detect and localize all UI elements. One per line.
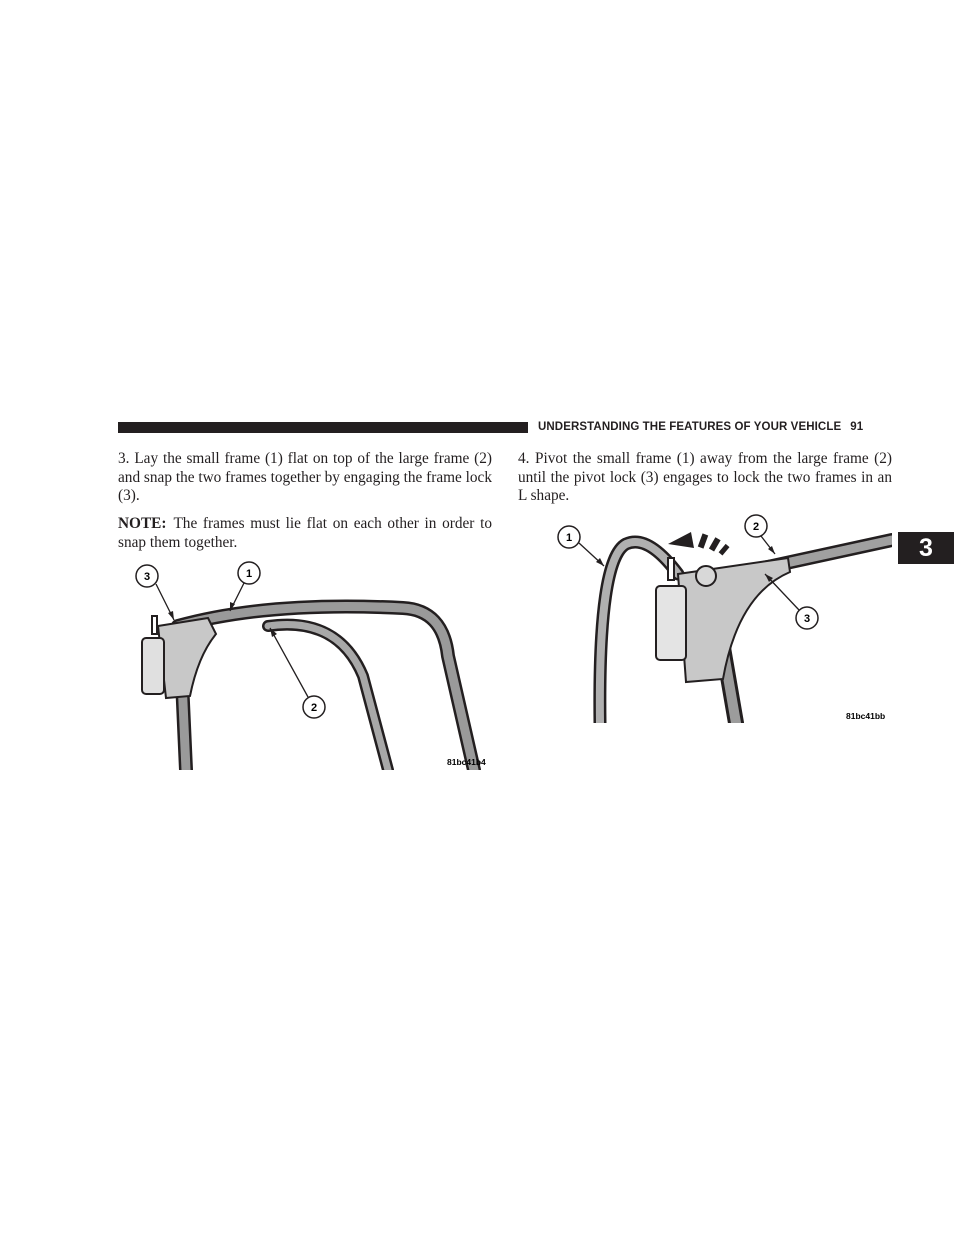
pivot-direction-arrow [668, 532, 730, 556]
callout-3 [136, 565, 174, 620]
page-number: 91 [850, 421, 864, 433]
step-3-text: 3. Lay the small frame (1) flat on top of the large frame (2) and snap the two frames together by engaging the frame lock (3). [118, 450, 492, 504]
figure-code: 81bc41bb [846, 711, 886, 721]
header-rule [118, 422, 528, 433]
frame-lock-block [142, 616, 216, 698]
chapter-tab: 3 [898, 532, 954, 564]
callout-label: 2 [752, 521, 760, 533]
figure-code: 81bc41b4 [447, 757, 486, 767]
figure-frames-snapped [118, 556, 492, 770]
callout-2 [270, 628, 325, 718]
figure-frames-pivoted [518, 514, 892, 723]
running-header [538, 420, 890, 435]
callout-2 [745, 515, 775, 554]
callout-label: 1 [245, 568, 253, 580]
callout-3 [765, 574, 818, 629]
note-text: The frames must lie flat on each other in order to snap them together. [118, 515, 492, 551]
note-label: NOTE: [118, 515, 167, 532]
callout-label: 2 [310, 702, 318, 714]
callout-label: 3 [803, 613, 811, 625]
section-title: UNDERSTANDING THE FEATURES OF YOUR VEHICLE [538, 421, 842, 433]
callout-1 [558, 526, 604, 566]
callout-label: 3 [143, 571, 151, 583]
note-paragraph [118, 515, 492, 552]
callout-label: 1 [565, 532, 573, 544]
frame-illustration [178, 606, 474, 770]
step-4-text: 4. Pivot the small frame (1) away from the large frame (2) until the pivot lock (3) engages to lock the two frames in an L shape. [518, 450, 892, 504]
callout-1 [230, 562, 260, 611]
